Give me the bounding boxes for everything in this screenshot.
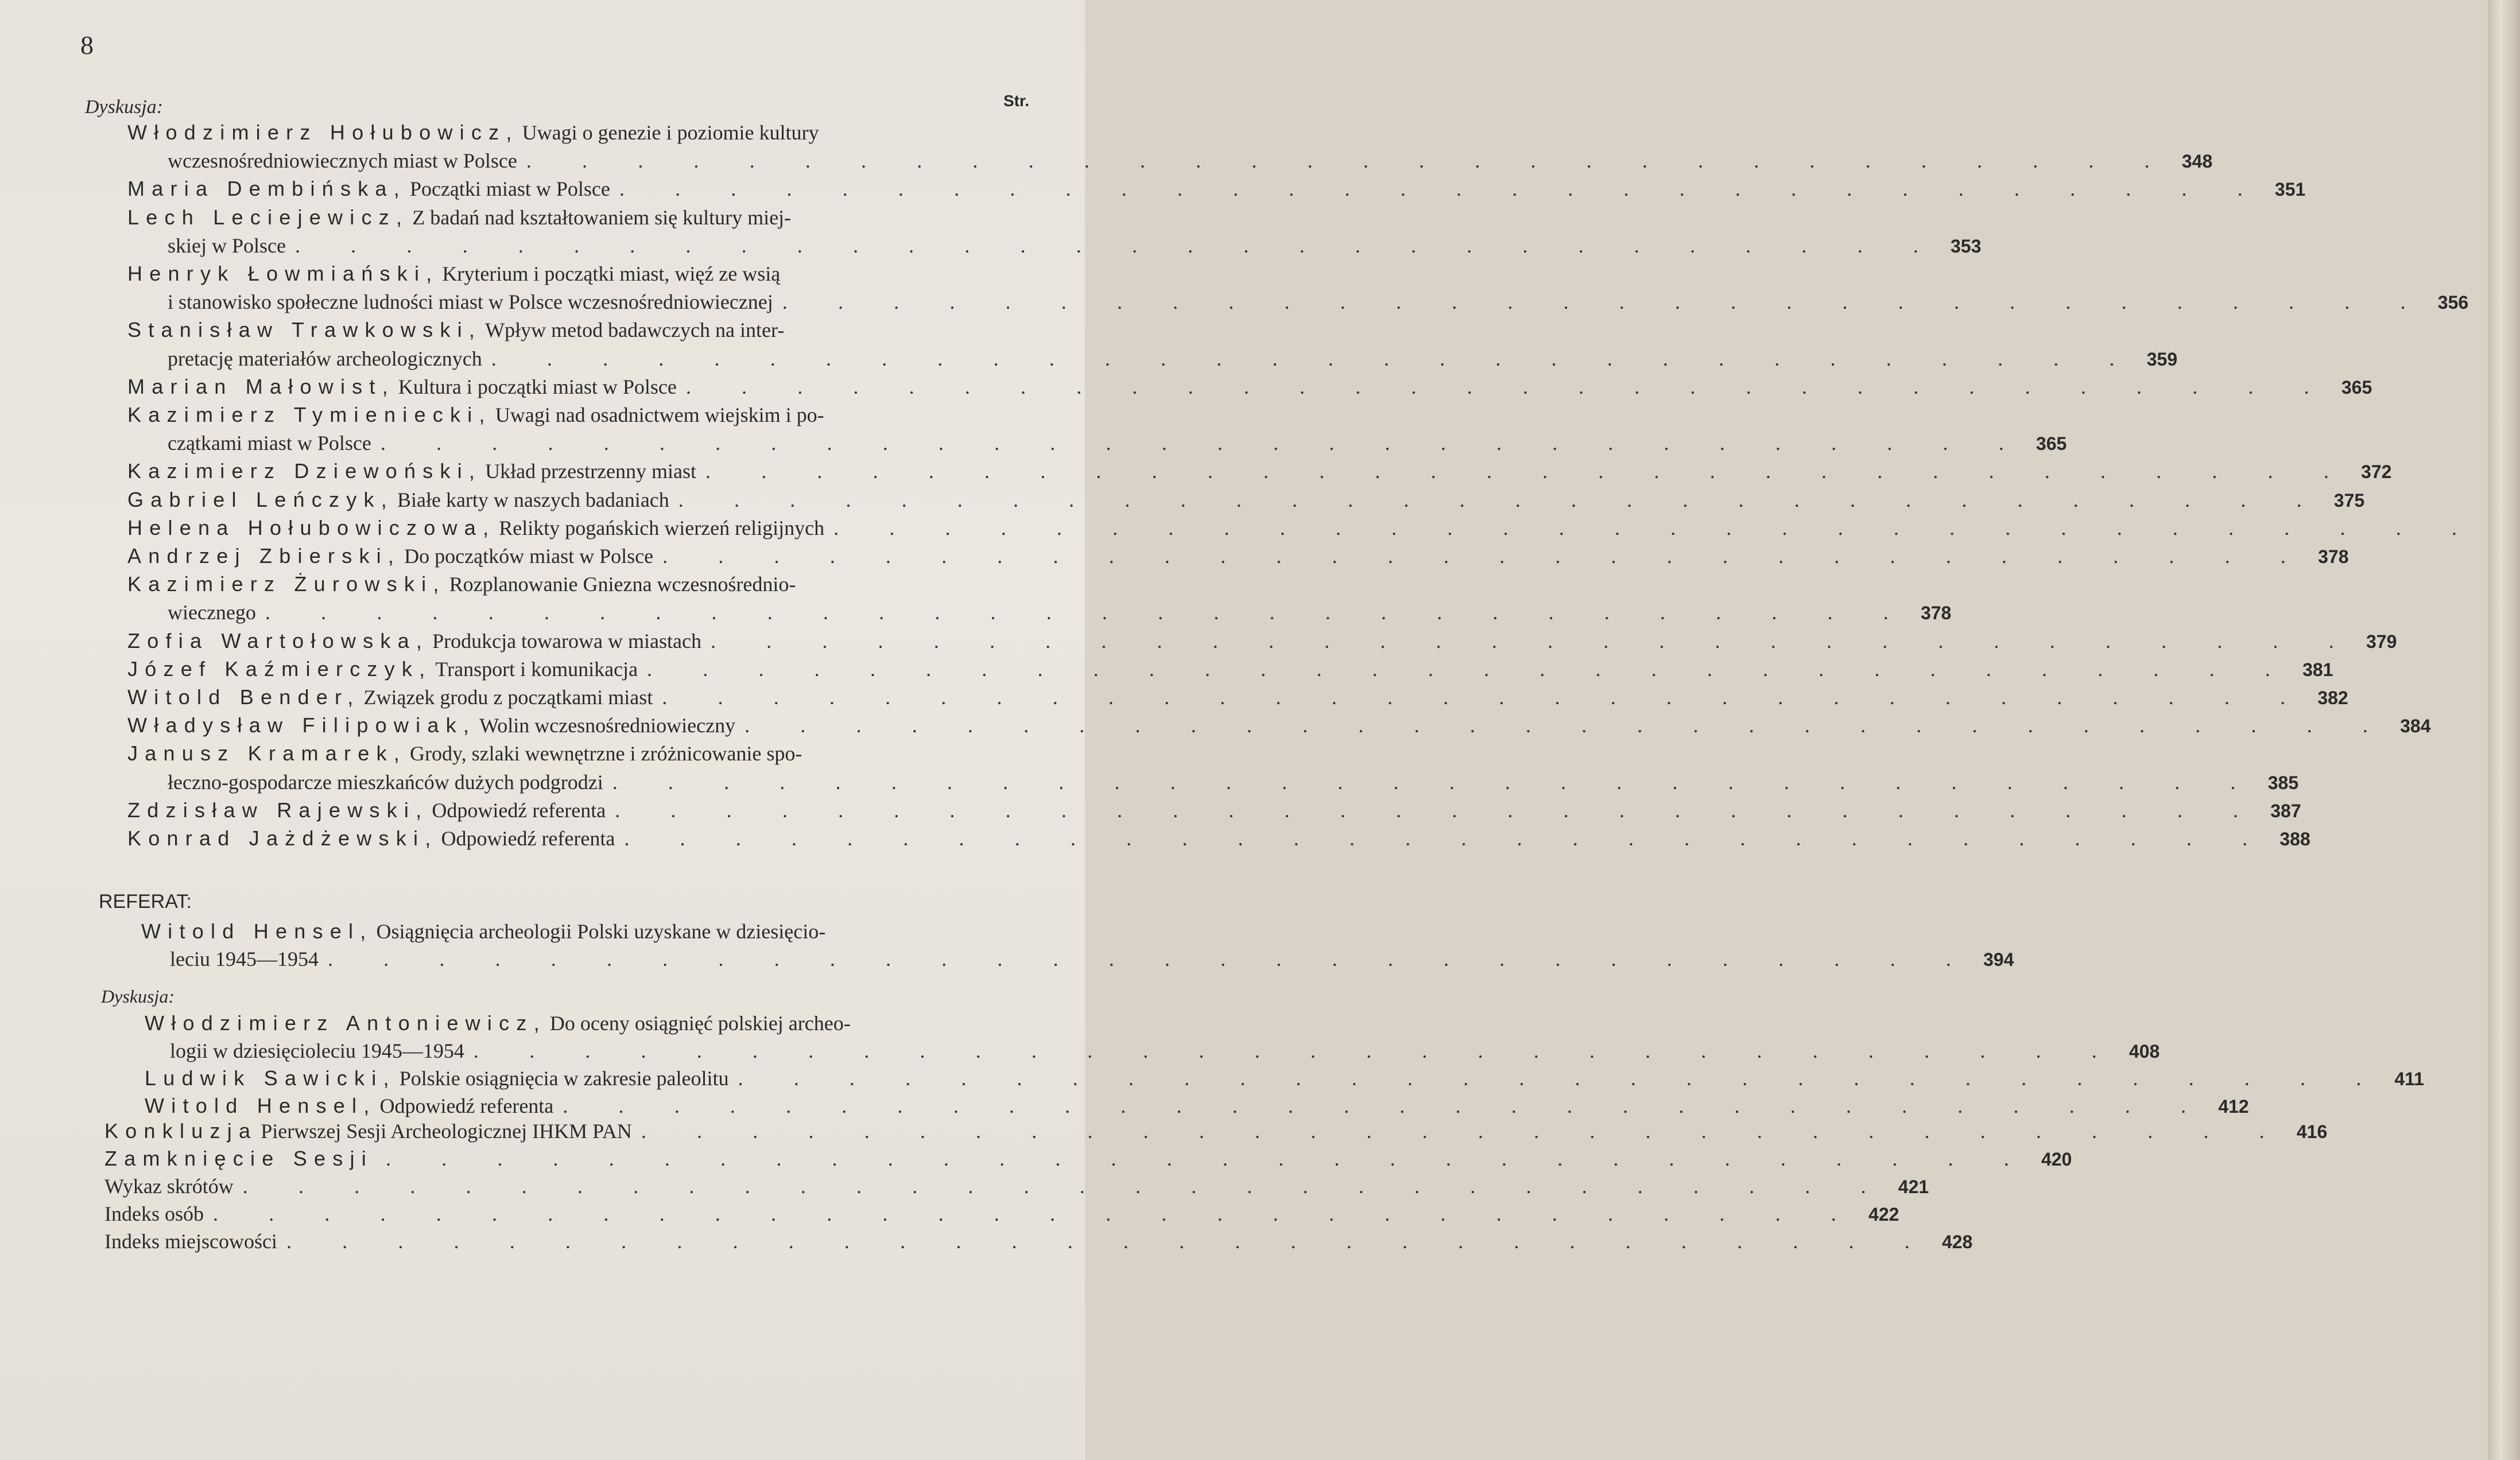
toc-entry-title: Początki miast w Polsce <box>409 177 610 201</box>
toc-entry-author: Józef Kaźmierczyk, <box>127 657 432 681</box>
toc-entry-page: 384 <box>2400 716 2431 737</box>
toc-entry <box>170 947 2014 973</box>
toc-entry-page: 420 <box>2041 1149 2072 1170</box>
toc-entry-title: Związek grodu z początkami miast <box>363 686 653 709</box>
toc-entry <box>145 1066 2424 1093</box>
toc-entry <box>127 657 2333 684</box>
toc-entry-title: Z badań nad kształtowaniem się kultury miej- <box>412 205 792 229</box>
toc-entry <box>127 572 1039 599</box>
toc-entry-title: Polskie osiągnięcia w zakresie paleolitu <box>399 1067 729 1090</box>
toc-entry-title: Do oceny osiągnięć polskiej archeo- <box>549 1012 851 1035</box>
toc-leader-dots: . . . . . . . . . . . . . . . . . . . . . . . . . . . . . . <box>563 1094 2209 1117</box>
toc-entry-author: Marian Małowist, <box>127 374 395 398</box>
toc-entry <box>127 685 2348 712</box>
toc-leader-dots: . . . . . . . . . . . . . . . . . . . . . . . . . . . . . . <box>385 1147 2032 1170</box>
toc-entry-author: Helena Hołubowiczowa, <box>127 515 496 539</box>
toc-entry-page: 365 <box>2341 376 2372 398</box>
toc-entry <box>145 1011 1037 1038</box>
toc-entry <box>168 600 1952 627</box>
toc-leader-dots: . . . . . . . . . . . . . . . . . . . . . . . . . . . . . . <box>265 601 1912 624</box>
toc-entry-page: 378 <box>2318 546 2349 567</box>
toc-entry <box>127 459 2392 486</box>
toc-entry-title: Kryterium i początki miast, więź ze wsią <box>442 262 781 285</box>
toc-entry-page: 348 <box>2181 151 2213 172</box>
toc-entry <box>127 798 2301 825</box>
toc-entry-page: 372 <box>2361 461 2392 483</box>
toc-entry <box>168 770 2299 797</box>
page-number: 8 <box>80 30 94 60</box>
toc-entry-page: 394 <box>1983 949 2014 970</box>
toc-entry <box>168 234 1982 260</box>
toc-leader-dots: . . . . . . . . . . . . . . . . . . . . . . . . . . . . . . <box>491 347 2138 370</box>
section-heading-referat: REFERAT: <box>99 891 192 913</box>
toc-leader-dots: . . . . . . . . . . . . . . . . . . . . . . . . . . . . . . <box>526 149 2173 173</box>
toc-entry <box>104 1119 2328 1146</box>
toc-entry-page: 408 <box>2129 1041 2160 1062</box>
toc-entry-title: Osiągnięcia archeologii Polski uzyskane w dziesięcio- <box>376 920 826 943</box>
toc-entry-title: Produkcja towarowa w miastach <box>432 629 701 653</box>
toc-entry-author: Lech Leciejewicz, <box>127 205 409 229</box>
toc-entry-title: Relikty pogańskich wierzeń religijnych <box>499 516 825 539</box>
toc-entry-author: Henryk Łowmiański, <box>127 262 439 285</box>
toc-entry-title: skiej w Polsce <box>168 234 286 257</box>
toc-leader-dots: . . . . . . . . . . . . . . . . . . . . . . . . . . . . . . <box>662 545 2309 568</box>
toc-entry <box>104 1147 2072 1173</box>
toc-entry-author: Konkluzja <box>104 1119 258 1143</box>
toc-entry-title: Białe karty w naszych badaniach <box>397 488 669 511</box>
toc-entry <box>127 487 2365 514</box>
toc-entry-author: Zofia Wartołowska, <box>127 628 429 653</box>
toc-leader-dots: . . . . . . . . . . . . . . . . . . . . . . . . . . . . . . <box>745 714 2391 737</box>
toc-entry <box>127 515 2480 542</box>
toc-leader-dots: . . . . . . . . . . . . . . . . . . . . . . . . . . . . . . <box>833 516 2480 539</box>
toc-entry <box>127 177 2306 203</box>
toc-entry <box>127 826 2310 853</box>
toc-leader-dots: . . . . . . . . . . . . . . . . . . . . . . . . . . . . . . <box>286 1230 1933 1253</box>
toc-entry-title: Wolin wczesnośredniowieczny <box>479 714 736 737</box>
section-heading-dyskusja-2: Dyskusja: <box>101 986 175 1007</box>
toc-entry-title: czątkami miast w Polsce <box>168 432 371 455</box>
toc-entry <box>104 1202 1899 1228</box>
toc-entry <box>127 262 1039 288</box>
toc-entry <box>104 1229 1973 1256</box>
toc-entry-title: Indeks osób <box>104 1202 204 1225</box>
toc-entry <box>168 290 2469 316</box>
toc-entry-author: Witold Hensel, <box>145 1094 377 1117</box>
toc-entry-author: Andrzej Zbierski, <box>127 544 401 568</box>
toc-entry <box>104 1174 1929 1201</box>
toc-entry-page: 365 <box>2036 433 2067 455</box>
toc-entry-page: 422 <box>1868 1204 1899 1225</box>
toc-leader-dots: . . . . . . . . . . . . . . . . . . . . . . . . . . . . . . <box>473 1039 2120 1062</box>
toc-entry-title: Wykaz skrótów <box>104 1175 234 1198</box>
toc-entry-title: Odpowiedź referenta <box>441 827 615 850</box>
toc-entry-page: 356 <box>2437 292 2469 313</box>
toc-entry-title: Uwagi nad osadnictwem wiejskim i po- <box>495 403 824 426</box>
toc-entry-page: 375 <box>2333 490 2365 511</box>
toc-entry-title: i stanowisko społeczne ludności miast w Polsce wczesnośredniowiecznej <box>168 290 773 314</box>
toc-leader-dots: . . . . . . . . . . . . . . . . . . . . . . . . . . . . . . <box>647 657 2293 681</box>
toc-entry-page: 359 <box>2146 348 2178 370</box>
toc-entry-title: Odpowiedź referenta <box>432 798 606 822</box>
toc-entry-title: Odpowiedź referenta <box>379 1094 554 1117</box>
toc-leader-dots: . . . . . . . . . . . . . . . . . . . . . . . . . . . . . . <box>685 375 2332 398</box>
toc-leader-dots: . . . . . . . . . . . . . . . . . . . . . . . . . . . . . . <box>662 686 2308 709</box>
toc-entry-page: 385 <box>2267 772 2299 793</box>
toc-leader-dots: . . . . . . . . . . . . . . . . . . . . . . . . . . . . . . <box>615 798 2261 822</box>
toc-entry <box>127 318 1039 344</box>
toc-entry-title: leciu 1945—1954 <box>170 948 319 970</box>
toc-entry-page: 379 <box>2366 631 2397 652</box>
toc-entry-author: Witold Hensel, <box>141 919 373 943</box>
toc-entry-author: Włodzimierz Antoniewicz, <box>145 1011 546 1035</box>
toc-entry-title: Uwagi o genezie i poziomie kultury <box>522 121 819 144</box>
toc-leader-dots: . . . . . . . . . . . . . . . . . . . . . . . . . . . . . . <box>710 629 2357 653</box>
toc-entry-author: Stanisław Trawkowski, <box>127 318 482 342</box>
toc-entry-author: Kazimierz Dziewoński, <box>127 459 482 483</box>
toc-entry <box>168 431 2067 457</box>
toc-entry-page: 411 <box>2394 1069 2424 1089</box>
toc-entry-title: wczesnośredniowiecznych miast w Polsce <box>168 149 517 173</box>
toc-leader-dots: . . . . . . . . . . . . . . . . . . . . . . . . . . . . . . <box>678 488 2325 511</box>
toc-entry-page: 351 <box>2274 179 2306 200</box>
toc-entry-author: Ludwik Sawicki, <box>145 1066 396 1090</box>
toc-leader-dots: . . . . . . . . . . . . . . . . . . . . . . . . . . . . . . <box>619 177 2266 201</box>
toc-leader-dots: . . . . . . . . . . . . . . . . . . . . . . . . . . . . . . <box>213 1202 1859 1225</box>
toc-leader-dots: . . . . . . . . . . . . . . . . . . . . . . . . . . . . . . <box>782 290 2429 314</box>
toc-entry-page: 381 <box>2302 659 2333 680</box>
toc-entry-page: 378 <box>1920 603 1952 624</box>
toc-leader-dots: . . . . . . . . . . . . . . . . . . . . . . . . . . . . . . <box>327 948 1974 970</box>
toc-entry <box>127 374 2372 401</box>
toc-entry <box>141 919 1039 946</box>
toc-entry <box>168 347 2178 373</box>
toc-entry-page: 428 <box>1941 1232 1973 1252</box>
toc-entry <box>127 205 1039 232</box>
toc-entry-title: Transport i komunikacja <box>435 657 638 681</box>
toc-entry-title: logii w dziesięcioleciu 1945—1954 <box>170 1039 464 1062</box>
toc-entry-author: Kazimierz Żurowski, <box>127 572 446 596</box>
toc-entry-title: łeczno-gospodarcze mieszkańców dużych podgrodzi <box>168 770 603 794</box>
toc-leader-dots: . . . . . . . . . . . . . . . . . . . . . . . . . . . . . . <box>624 827 2270 850</box>
toc-entry-title: Do początków miast w Polsce <box>404 545 654 568</box>
toc-entry-title: Indeks miejscowości <box>104 1230 277 1253</box>
toc-entry-title: Układ przestrzenny miast <box>485 460 697 483</box>
toc-entry-author: Zdzisław Rajewski, <box>127 798 429 822</box>
toc-leader-dots: . . . . . . . . . . . . . . . . . . . . . . . . . . . . . . <box>242 1175 1889 1198</box>
toc-entry-title: Wpływ metod badawczych na inter- <box>485 319 785 342</box>
toc-leader-dots: . . . . . . . . . . . . . . . . . . . . . . . . . . . . . . <box>294 234 1941 257</box>
toc-entry-author: Zamknięcie Sesji <box>104 1147 373 1170</box>
toc-entry-title: Rozplanowanie Gniezna wczesnośrednio- <box>449 573 796 596</box>
toc-leader-dots: . . . . . . . . . . . . . . . . . . . . . . . . . . . . . . <box>612 770 2259 794</box>
toc-entry-title: Pierwszej Sesji Archeologicznej IHKM PAN <box>261 1120 632 1143</box>
page-column-label: Str. <box>1003 92 1030 110</box>
toc-entry <box>168 149 2213 175</box>
toc-entry <box>127 403 1039 429</box>
toc-leader-dots: . . . . . . . . . . . . . . . . . . . . . . . . . . . . . . <box>705 460 2352 483</box>
book-gutter <box>2488 0 2520 1460</box>
toc-entry-author: Gabriel Leńczyk, <box>127 487 394 511</box>
toc-leader-dots: . . . . . . . . . . . . . . . . . . . . . . . . . . . . . . <box>641 1120 2288 1143</box>
section-heading-dyskusja-1: Dyskusja: <box>85 96 163 118</box>
toc-entry-page: 387 <box>2270 800 2301 821</box>
toc-entry-title: wiecznego <box>168 601 256 624</box>
toc-entry-title: Grody, szlaki wewnętrzne i zróżnicowanie spo- <box>409 742 802 766</box>
toc-entry <box>127 121 1039 147</box>
toc-entry-author: Witold Bender, <box>127 685 360 709</box>
toc-entry-title: pretację materiałów archeologicznych <box>168 347 482 370</box>
toc-entry-author: Władysław Filipowiak, <box>127 713 476 737</box>
toc-leader-dots: . . . . . . . . . . . . . . . . . . . . . . . . . . . . . . <box>738 1067 2384 1090</box>
toc-entry-title: Kultura i początki miast w Polsce <box>398 375 677 398</box>
toc-leader-dots: . . . . . . . . . . . . . . . . . . . . . . . . . . . . . . <box>380 432 2027 455</box>
toc-entry-page: 416 <box>2296 1121 2328 1142</box>
toc-entry <box>127 544 2349 570</box>
toc-entry <box>127 713 2431 740</box>
toc-entry-author: Maria Dembińska, <box>127 177 406 201</box>
toc-entry <box>127 628 2397 655</box>
toc-entry-page: 421 <box>1898 1176 1929 1197</box>
toc-entry-author: Włodzimierz Hołubowicz, <box>127 121 519 144</box>
toc-entry-author: Kazimierz Tymieniecki, <box>127 403 492 426</box>
toc-entry <box>127 741 1039 768</box>
toc-entry-page: 388 <box>2279 829 2310 849</box>
toc-entry-author: Konrad Jażdżewski, <box>127 826 438 850</box>
toc-entry <box>170 1039 2160 1065</box>
toc-entry-page: 412 <box>2218 1096 2249 1117</box>
toc-entry-author: Janusz Kramarek, <box>127 741 406 766</box>
toc-entry <box>145 1094 2249 1120</box>
toc-entry-page: 382 <box>2317 688 2348 708</box>
toc-entry-page: 353 <box>1951 235 1982 257</box>
